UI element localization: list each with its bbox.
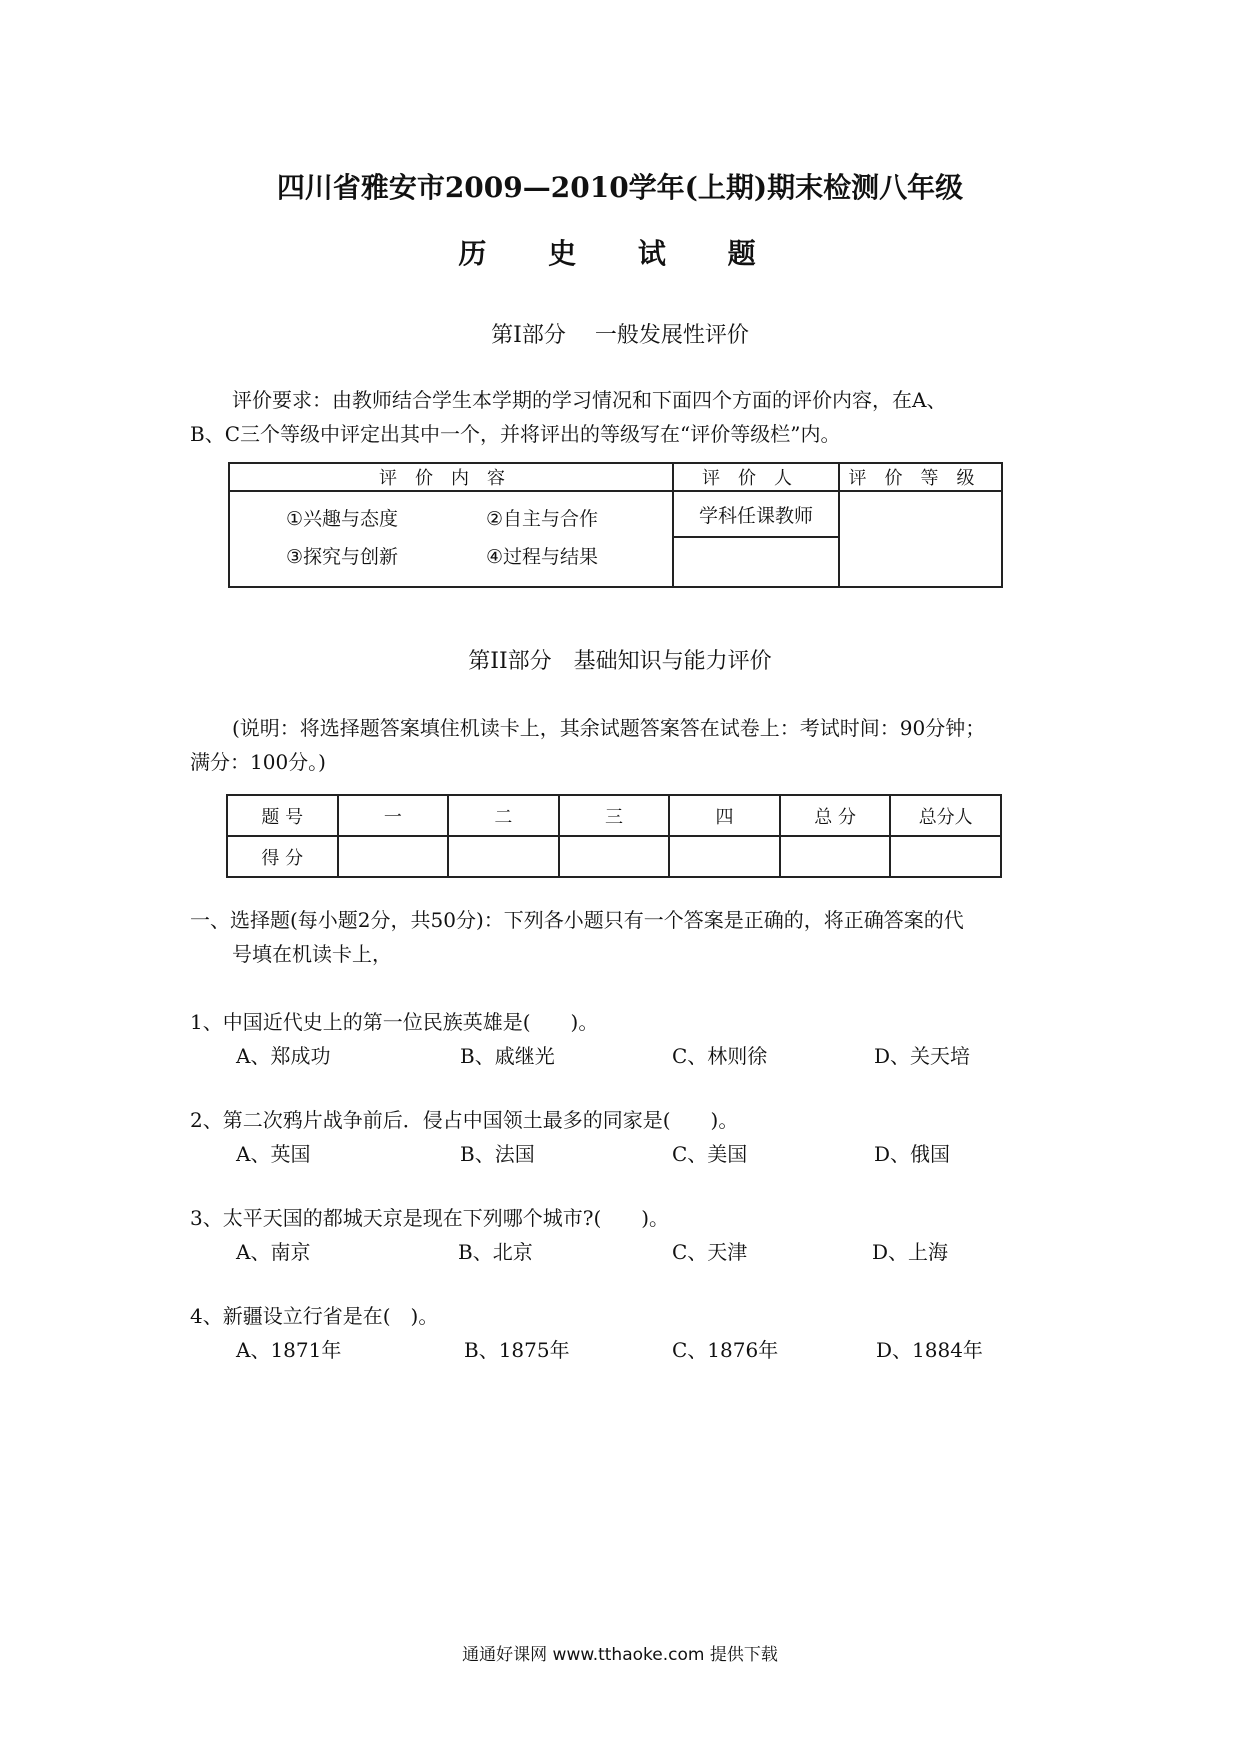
score-header-cell: 三 xyxy=(559,795,670,836)
question-4-option-b[interactable]: B、1875年 xyxy=(464,1338,570,1362)
part2-note-line1: (说明：将选择题答案填住机读卡上，其余试题答案答在试卷上：考试时间：90分钟； xyxy=(232,716,986,740)
eval-grade-cell[interactable] xyxy=(839,491,1002,587)
score-input-cell[interactable] xyxy=(669,836,780,877)
part1-heading: 第I部分 一般发展性评价 xyxy=(491,323,749,348)
eval-items-cell xyxy=(229,491,673,587)
score-input-cell[interactable] xyxy=(448,836,559,877)
question-3-option-d[interactable]: D、上海 xyxy=(872,1240,949,1264)
question-2-option-a[interactable]: A、英国 xyxy=(236,1142,311,1166)
score-header-cell: 总 分 xyxy=(780,795,891,836)
eval-header-content: 评价内容 xyxy=(229,463,673,491)
part1-instructions-line2: B、C三个等级中评定出其中一个，并将评出的等级写在“评价等级栏”内。 xyxy=(190,422,841,446)
score-input-cell[interactable] xyxy=(890,836,1001,877)
question-4-option-a[interactable]: A、1871年 xyxy=(236,1338,342,1362)
score-header-cell: 题 号 xyxy=(227,795,338,836)
question-2-option-c[interactable]: C、美国 xyxy=(672,1142,748,1166)
question-1-option-a[interactable]: A、郑成功 xyxy=(236,1044,331,1068)
section1-title-line2: 号填在机读卡上， xyxy=(232,942,392,966)
part2-note-line2: 满分：100分。) xyxy=(190,750,326,774)
question-3-stem: 3、太平天国的都城天京是现在下列哪个城市?( )。 xyxy=(190,1206,670,1230)
score-input-cell[interactable] xyxy=(780,836,891,877)
question-4-option-c[interactable]: C、1876年 xyxy=(672,1338,779,1362)
score-input-cell[interactable] xyxy=(338,836,449,877)
eval-evaluator-cell: 学科任课教师 xyxy=(673,491,839,537)
question-4-option-d[interactable]: D、1884年 xyxy=(876,1338,983,1362)
score-input-cell[interactable] xyxy=(559,836,670,877)
eval-header-grade: 评价等级 xyxy=(839,463,1002,491)
section1-title-line1: 一、选择题(每小题2分，共50分)：下列各小题只有一个答案是正确的，将正确答案的代 xyxy=(190,908,964,932)
eval-item: ①兴趣与态度 xyxy=(286,508,399,530)
eval-item: ③探究与创新 xyxy=(286,546,399,568)
score-header-cell: 四 xyxy=(669,795,780,836)
evaluation-table xyxy=(228,462,1003,588)
question-4-stem: 4、新疆设立行省是在( )。 xyxy=(190,1304,439,1328)
score-row-label: 得 分 xyxy=(227,836,338,877)
question-1-option-d[interactable]: D、关天培 xyxy=(874,1044,971,1068)
question-3-option-a[interactable]: A、南京 xyxy=(236,1240,311,1264)
question-2-stem: 2、第二次鸦片战争前后．侵占中国领土最多的同家是( )。 xyxy=(190,1108,739,1132)
document-title: 四川省雅安市2009—2010学年(上期)期末检测八年级 xyxy=(276,171,964,204)
eval-evaluator-empty-cell[interactable] xyxy=(673,537,839,587)
score-header-cell: 一 xyxy=(338,795,449,836)
eval-header-evaluator: 评价人 xyxy=(673,463,839,491)
eval-item: ②自主与合作 xyxy=(486,508,599,530)
document-subtitle: 历 史 试 题 xyxy=(458,237,782,270)
score-header-cell: 总分人 xyxy=(890,795,1001,836)
score-header-cell: 二 xyxy=(448,795,559,836)
question-1-option-c[interactable]: C、林则徐 xyxy=(672,1044,768,1068)
question-1-option-b[interactable]: B、戚继光 xyxy=(460,1044,555,1068)
question-3-option-b[interactable]: B、北京 xyxy=(458,1240,533,1264)
eval-item: ④过程与结果 xyxy=(486,546,599,568)
part1-instructions-line1: 评价要求：由教师结合学生本学期的学习情况和下面四个方面的评价内容，在A、 xyxy=(232,388,947,412)
part2-heading: 第II部分 基础知识与能力评价 xyxy=(468,649,772,674)
footer-credit: 通通好课网 www.tthaoke.com 提供下载 xyxy=(462,1645,778,1665)
question-2-option-d[interactable]: D、俄国 xyxy=(874,1142,951,1166)
question-3-option-c[interactable]: C、天津 xyxy=(672,1240,748,1264)
question-1-stem: 1、中国近代史上的第一位民族英雄是( )。 xyxy=(190,1010,599,1034)
score-table xyxy=(226,794,1002,878)
question-2-option-b[interactable]: B、法国 xyxy=(460,1142,535,1166)
